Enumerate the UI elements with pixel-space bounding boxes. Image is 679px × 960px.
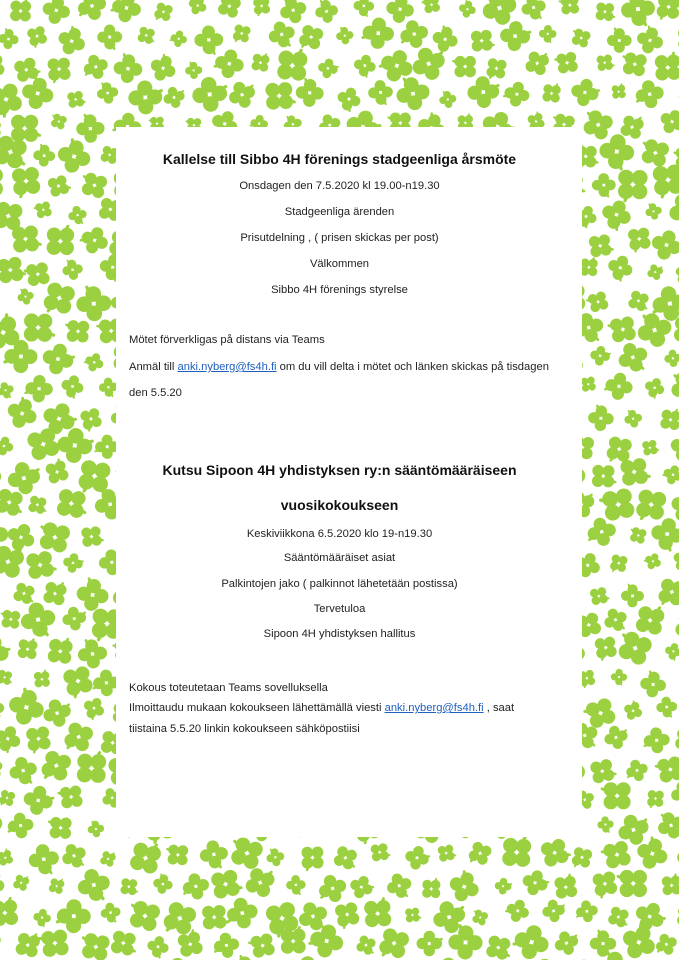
clover-icon — [619, 51, 647, 77]
clover-icon — [0, 930, 2, 957]
register-text: , saat — [483, 702, 515, 714]
clover-icon — [653, 755, 679, 784]
clover-icon — [109, 49, 145, 85]
clover-icon — [316, 873, 349, 907]
clover-icon — [67, 90, 87, 108]
clover-icon — [165, 844, 189, 866]
clover-icon — [599, 840, 632, 871]
clover-icon — [485, 934, 514, 960]
swedish-signature: Sibbo 4H förenings styrelse — [271, 284, 408, 296]
clover-icon — [85, 818, 106, 839]
clover-icon — [500, 80, 531, 111]
clover-icon — [616, 870, 647, 897]
clover-icon — [95, 22, 126, 53]
clover-icon — [355, 934, 379, 957]
clover-icon — [600, 782, 630, 809]
clover-icon — [110, 930, 140, 957]
clover-icon — [493, 875, 514, 896]
clover-icon — [589, 343, 614, 367]
clover-icon — [311, 0, 340, 25]
clover-icon — [11, 115, 42, 142]
clover-icon — [276, 0, 309, 25]
clover-icon — [316, 56, 341, 80]
clover-icon — [0, 26, 20, 51]
clover-icon — [251, 51, 270, 72]
clover-icon — [366, 78, 397, 109]
clover-icon — [148, 52, 177, 82]
clover-icon — [0, 805, 7, 844]
clover-icon — [595, 2, 617, 22]
finnish-heading-cont: vuosikokoukseen — [280, 497, 399, 513]
clover-icon — [334, 901, 361, 930]
clover-icon — [146, 934, 172, 960]
clover-icon — [619, 112, 646, 140]
clover-icon — [596, 815, 617, 835]
clover-icon — [403, 843, 433, 872]
clover-icon — [60, 374, 87, 402]
clover-icon — [0, 53, 6, 80]
clover-icon — [253, 0, 271, 17]
clover-icon — [48, 112, 68, 131]
swedish-agenda-item: Prisutdelning , ( prisen skickas per post) — [240, 232, 439, 244]
clover-icon — [4, 684, 46, 728]
clover-icon — [485, 58, 507, 82]
clover-icon — [569, 75, 603, 108]
clover-icon — [606, 316, 637, 344]
clover-icon — [0, 0, 2, 20]
clover-icon — [4, 394, 38, 430]
clover-icon — [664, 642, 679, 663]
clover-icon — [61, 721, 94, 756]
clover-icon — [10, 0, 32, 22]
clover-icon — [524, 48, 551, 77]
clover-icon — [7, 755, 41, 788]
clover-icon — [162, 83, 188, 110]
clover-icon — [520, 0, 550, 23]
clover-icon — [107, 0, 143, 27]
clover-icon — [452, 56, 476, 77]
clover-icon — [654, 695, 679, 721]
clover-icon — [210, 930, 241, 960]
clover-icon — [653, 809, 679, 840]
clover-icon — [636, 667, 668, 699]
register-text: om du vill delta i mötet och länken skickas på tisdagen — [276, 361, 549, 373]
clover-icon — [0, 82, 25, 121]
clover-icon — [0, 435, 15, 458]
clover-icon — [61, 843, 90, 870]
clover-icon — [579, 107, 615, 142]
clover-icon — [0, 337, 40, 379]
clover-icon — [617, 341, 652, 375]
clover-icon — [0, 696, 6, 722]
clover-icon — [128, 838, 163, 876]
clover-icon — [15, 929, 42, 958]
clover-icon — [74, 0, 108, 25]
clover-icon — [0, 724, 23, 755]
clover-icon — [370, 842, 391, 862]
clover-icon — [601, 370, 635, 404]
clover-icon — [573, 898, 600, 926]
clover-icon — [39, 749, 73, 785]
clover-icon — [284, 873, 309, 898]
clover-icon — [4, 810, 36, 842]
clover-icon — [217, 0, 243, 19]
clover-icon — [48, 876, 66, 895]
clover-icon — [669, 779, 679, 809]
clover-icon — [553, 927, 581, 956]
register-text: Anmäl till — [129, 361, 178, 373]
swedish-heading: Kallelse till Sibbo 4H förenings stadgeenliga årsmöte — [162, 151, 517, 167]
swedish-welcome: Välkommen — [309, 258, 370, 270]
clover-icon — [26, 25, 49, 49]
clover-icon — [332, 845, 361, 872]
clover-icon — [232, 24, 252, 45]
clover-icon — [77, 750, 107, 783]
clover-icon — [553, 51, 579, 75]
clover-icon — [265, 82, 297, 110]
clover-icon — [509, 922, 552, 960]
clover-icon — [62, 665, 95, 701]
clover-icon — [0, 847, 14, 866]
clover-icon — [37, 929, 69, 958]
clover-icon — [0, 789, 16, 809]
clover-icon — [669, 432, 679, 466]
clover-icon — [405, 907, 422, 923]
clover-icon — [540, 896, 568, 924]
clover-icon — [584, 401, 616, 433]
clover-icon — [12, 872, 31, 892]
clover-icon — [83, 697, 106, 722]
clover-icon — [182, 59, 204, 81]
clover-icon — [47, 817, 72, 840]
clover-icon — [640, 725, 672, 758]
clover-icon — [352, 53, 379, 80]
clover-icon — [150, 871, 174, 896]
clover-icon — [277, 46, 309, 81]
clover-icon — [40, 339, 79, 376]
clover-icon — [572, 955, 601, 960]
clover-icon — [570, 846, 593, 871]
clover-icon — [421, 0, 441, 14]
clover-icon — [661, 873, 679, 896]
finnish-info-line: Kokous toteutetaan Teams sovelluksella — [129, 682, 328, 694]
clover-icon — [446, 867, 481, 903]
clover-icon — [267, 19, 300, 50]
clover-icon — [539, 836, 573, 868]
clover-icon — [153, 1, 174, 24]
clover-icon — [422, 877, 441, 898]
clover-icon — [333, 24, 355, 46]
clover-icon — [222, 895, 260, 934]
finnish-register-cont: tiistaina 5.5.20 linkin kokoukseen sähköpostiisi — [129, 723, 360, 735]
clover-icon — [33, 669, 50, 688]
clover-icon — [82, 352, 105, 374]
clover-icon — [602, 722, 630, 751]
email-link[interactable]: anki.nyberg@fs4h.fi — [177, 361, 277, 373]
clover-icon — [660, 406, 679, 430]
clover-icon — [674, 727, 679, 752]
clover-icon — [210, 868, 244, 900]
clover-icon — [553, 872, 578, 899]
clover-icon — [304, 922, 346, 960]
clover-icon — [263, 846, 286, 868]
clover-icon — [385, 872, 416, 901]
swedish-agenda-item: Stadgeenliga ärenden — [284, 206, 395, 218]
clover-icon — [78, 931, 111, 960]
clover-icon — [521, 867, 552, 897]
clover-icon — [99, 901, 124, 926]
clover-icon — [202, 904, 230, 929]
clover-icon — [168, 29, 189, 49]
clover-icon — [73, 635, 110, 671]
clover-icon — [673, 316, 679, 343]
clover-icon — [192, 23, 228, 59]
clover-icon — [56, 23, 87, 56]
clover-icon — [569, 27, 592, 49]
swedish-register-line — [129, 361, 549, 373]
clover-icon — [247, 932, 276, 959]
clover-icon — [56, 785, 83, 810]
finnish-agenda-item: Sääntömääräiset asiat — [283, 552, 396, 564]
clover-icon — [466, 840, 493, 868]
clover-icon — [210, 47, 246, 82]
clover-icon — [26, 841, 64, 878]
swedish-date-line: Onsdagen den 7.5.2020 kl 19.00-n19.30 — [239, 180, 440, 192]
clover-icon — [589, 757, 618, 784]
clover-icon — [621, 407, 643, 429]
clover-icon — [503, 898, 531, 925]
clover-icon — [39, 0, 72, 26]
clover-icon — [502, 834, 532, 868]
clover-icon — [21, 782, 58, 818]
clover-icon — [0, 121, 1, 140]
clover-icon — [654, 51, 679, 81]
finnish-welcome: Tervetuloa — [313, 603, 366, 615]
clover-icon — [470, 29, 495, 52]
clover-icon — [120, 878, 140, 896]
swedish-register-cont: den 5.5.20 — [129, 387, 182, 399]
clover-icon — [0, 758, 3, 778]
clover-icon — [24, 313, 56, 342]
clover-icon — [137, 26, 158, 45]
clover-icon — [609, 667, 630, 688]
clover-icon — [659, 108, 679, 135]
clover-icon — [596, 54, 615, 72]
clover-icon — [25, 726, 51, 755]
clover-icon — [0, 867, 6, 897]
clover-icon — [592, 871, 619, 900]
clover-icon — [673, 838, 679, 870]
clover-icon — [457, 0, 478, 19]
clover-icon — [0, 381, 16, 401]
clover-icon — [653, 932, 678, 958]
clover-icon — [436, 88, 458, 109]
clover-icon — [301, 846, 323, 871]
clover-icon — [542, 81, 562, 103]
swedish-info-line: Mötet förverkligas på distans via Teams — [129, 334, 325, 346]
clover-icon — [336, 86, 364, 115]
clover-icon — [603, 24, 634, 55]
clover-icon — [647, 790, 664, 809]
clover-icon — [79, 407, 104, 433]
clover-icon — [663, 347, 679, 369]
clover-icon — [618, 0, 661, 31]
clover-icon — [634, 23, 665, 56]
clover-icon — [429, 22, 460, 53]
clover-icon — [655, 0, 679, 22]
clover-icon — [632, 78, 667, 113]
clover-icon — [470, 908, 490, 927]
clover-icon — [125, 898, 162, 932]
clover-icon — [396, 18, 430, 53]
clover-icon — [644, 377, 667, 401]
clover-icon — [81, 53, 110, 83]
clover-icon — [99, 848, 117, 867]
clover-icon — [414, 926, 446, 958]
finnish-date-line: Keskiviikkona 6.5.2020 klo 19-n19.30 — [246, 528, 433, 540]
clover-icon — [666, 369, 679, 403]
clover-icon — [623, 758, 649, 785]
clover-icon — [363, 896, 391, 927]
clover-icon — [349, 873, 377, 900]
clover-icon — [607, 905, 632, 929]
clover-icon — [64, 319, 90, 342]
email-link[interactable]: anki.nyberg@fs4h.fi — [384, 702, 484, 714]
clover-icon — [376, 927, 410, 960]
clover-icon — [244, 863, 278, 899]
clover-icon — [93, 79, 120, 105]
clover-icon — [32, 907, 54, 929]
finnish-agenda-item: Palkintojen jako ( palkinnot lähetetään postissa) — [221, 578, 458, 590]
clover-icon — [0, 896, 19, 927]
clover-icon — [179, 871, 211, 904]
clover-icon — [47, 57, 71, 84]
clover-icon — [71, 110, 107, 146]
clover-icon — [187, 0, 208, 15]
finnish-heading: Kutsu Sipoon 4H yhdistyksen ry:n sääntömääräiseen — [162, 462, 517, 478]
clover-icon — [537, 23, 559, 45]
clover-icon — [357, 15, 397, 54]
register-text: Ilmoittaudu mukaan kokoukseen lähettämällä viesti — [129, 702, 385, 714]
clover-icon — [227, 77, 258, 109]
clover-icon — [197, 838, 232, 873]
clover-icon — [437, 844, 457, 863]
finnish-signature: Sipoon 4H yhdistyksen hallitus — [263, 628, 416, 640]
clover-icon — [642, 439, 660, 456]
finnish-register-line — [129, 702, 514, 714]
clover-icon — [622, 699, 643, 721]
clover-icon — [611, 83, 626, 99]
clover-icon — [0, 669, 15, 686]
clover-icon — [41, 695, 74, 729]
clover-icon — [558, 0, 580, 15]
clover-icon — [75, 866, 115, 905]
clover-icon — [352, 0, 378, 20]
